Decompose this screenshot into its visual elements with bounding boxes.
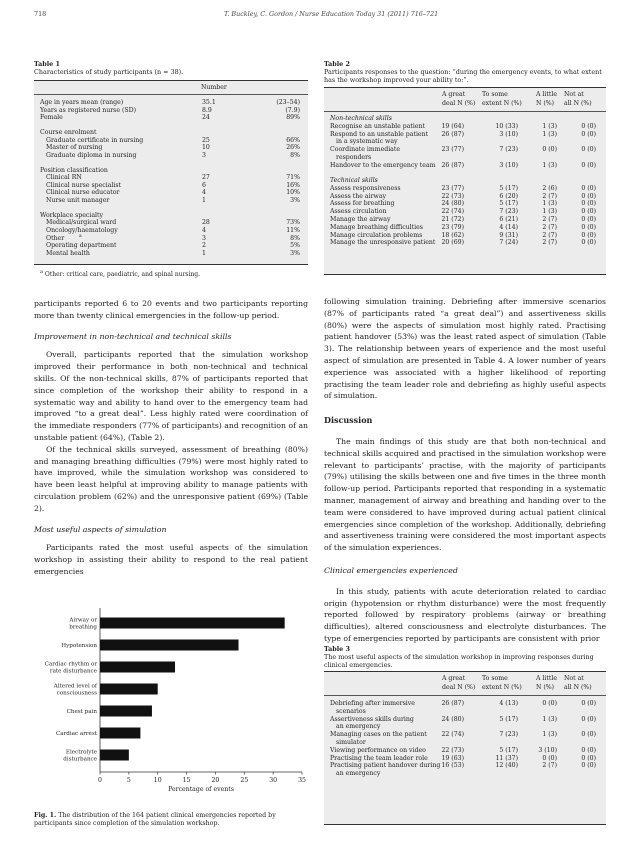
table2-cell: 0 (0) <box>581 200 596 208</box>
table1-row-extra: 73% <box>286 219 300 227</box>
x-tick-label: 0 <box>98 777 102 784</box>
table2-row-label: Assess responsiveness <box>330 184 401 192</box>
table1 <box>34 81 308 264</box>
table3-row-label-cont: scenarios <box>336 707 366 715</box>
table3-col3-subheader: N (%) <box>536 684 555 691</box>
table1-row-value: 24 <box>202 114 210 122</box>
left-paragraph-2: Overall, participants reported that the simulation workshop improved their performance in both non-technical and technical skills. Of the non-technical skills, 87% of participants reported that since completion of the workshop their ability to respond in a systematic way and ability to hand over to the emergency team had improved “to a great deal”. Less highly rated were coordination of the immediate responders (77% of participants) and recognition of an unstable patient (64%), (Table 2). <box>34 350 308 442</box>
table2-cell: 18 (62) <box>441 231 464 239</box>
table1-row-label: Graduate diploma in nursing <box>46 151 137 159</box>
left-paragraph-4: Participants rated the most useful aspects of the simulation workshop in assisting their ability to respond to the real patient emergencies <box>34 543 308 576</box>
table1-row-extra: 3% <box>290 249 300 257</box>
x-tick-label: 5 <box>126 777 131 784</box>
table1-row-label: Graduate certificate in nursing <box>46 136 144 144</box>
table1-row-extra: 8% <box>290 234 300 242</box>
table2-cell: 2 (7) <box>542 239 557 247</box>
table2-cell: 7 (23) <box>499 208 518 216</box>
bar-category-label: Chest pain <box>66 709 97 715</box>
table2-bottom-rule <box>324 274 606 275</box>
table3-row-label-cont: an emergency <box>336 723 381 731</box>
x-tick-label: 15 <box>182 777 191 784</box>
table3-col3-header: A little <box>536 675 558 682</box>
table2-cell: 2 (7) <box>542 216 557 223</box>
left-text-column <box>34 298 308 578</box>
table2-cell: 4 (14) <box>499 223 518 231</box>
table3-cell: 19 (63) <box>441 754 464 762</box>
bar-category-label: Cardiac arrest <box>55 731 97 737</box>
table2-cell: 26 (87) <box>441 130 464 138</box>
table1-row-label: Clinical nurse specialist <box>46 181 122 189</box>
table1-row-label: Master of nursing <box>46 144 103 152</box>
bar-category-label: Electrolyte disturbance <box>63 749 97 763</box>
table2-caption <box>324 60 606 84</box>
table2 <box>324 88 606 274</box>
bar-5 <box>100 728 140 739</box>
table1-row-value: 1 <box>202 197 206 204</box>
x-tick-label: 20 <box>211 777 220 784</box>
table1-label: Table 1 <box>34 60 60 68</box>
table1-caption-text: Characteristics of study participants (n = 38). <box>34 68 184 76</box>
table2-cell: 5 (17) <box>499 200 518 208</box>
footnote-text: Other: critical care, paediatric, and spinal nursing. <box>44 271 201 278</box>
table2-cell: 0 (0) <box>581 231 596 239</box>
table3-row-label: Assertiveness skills during <box>330 715 414 723</box>
table1-row-label: Workplace specialty <box>40 211 103 219</box>
table2-row-label: Assess for breathing <box>330 200 395 208</box>
table3-cell: 0 (0) <box>542 700 557 707</box>
table2-row-label-cont: responders <box>336 154 372 161</box>
table3-col2-header: To some <box>482 675 508 682</box>
table2-cell: 19 (64) <box>441 122 464 130</box>
table3-cell: 0 (0) <box>581 715 596 723</box>
bar-3 <box>100 684 158 695</box>
table2-col2-subheader: extent N (%) <box>482 100 522 107</box>
table3-row-label: Viewing performance on video <box>330 746 426 754</box>
running-title: T. Buckley, C. Gordon / Nurse Education Today 31 (2011) 716–721 <box>224 10 439 18</box>
table1-row-label: Oncology/haematology <box>46 227 118 234</box>
table3-cell: 24 (80) <box>441 715 464 723</box>
table2-col4-subheader: all N (%) <box>564 100 592 107</box>
bar-category-label: Cardiac rhythm or rate disturbance <box>44 661 97 675</box>
table2-cell: 0 (0) <box>542 146 557 154</box>
table1-row-label: Clinical RN <box>46 174 82 182</box>
table1-row-value: 4 <box>202 189 206 197</box>
table2-cell: 0 (0) <box>581 184 596 192</box>
table2-group-technical: Technical skills <box>330 177 378 184</box>
left-paragraph-1: participants reported 6 to 20 events and two participants reporting more than twenty clinical emergencies in the follow-up period. <box>34 299 308 320</box>
table2-cell: 0 (0) <box>581 223 596 231</box>
figure-1-chart <box>34 600 308 810</box>
x-tick-label: 35 <box>298 777 306 784</box>
table2-row-label-cont: in a systematic way <box>336 138 398 146</box>
table2-col2-header: To some <box>482 91 508 98</box>
table2-cell: 2 (6) <box>542 184 557 192</box>
table1-bottom-rule <box>34 264 308 265</box>
table1-row-value: 28 <box>202 219 210 227</box>
table2-cell: 6 (20) <box>499 192 518 200</box>
table1-row-value: 6 <box>202 181 206 189</box>
table3-col4-subheader: all N (%) <box>564 684 592 691</box>
table3-cell: 12 (40) <box>495 762 518 770</box>
figure-caption-text: The distribution of the 164 patient clinical emergencies reported by participants since completion of the simulation workshop. <box>34 812 276 827</box>
table3-row-label-cont: an emergency <box>336 770 381 778</box>
table2-cell: 3 (10) <box>499 130 518 138</box>
table1-row-extra: 71% <box>286 174 300 182</box>
table2-row-label: Manage the unresponsive patient <box>330 239 436 247</box>
table3-cell: 26 (87) <box>441 700 464 707</box>
table1-row-extra: 11% <box>286 227 300 234</box>
right-text-column <box>324 296 606 645</box>
subheading-clinical-emergencies: Clinical emergencies experienced <box>324 565 458 575</box>
table1-row-label: Years as registered nurse (SD) <box>40 106 137 114</box>
table2-cell: 0 (0) <box>581 161 596 169</box>
table2-caption-text: Participants responses to the question: “during the emergency events, to what extent has the workshop improved your ability to:”. <box>324 68 602 84</box>
table2-cell: 0 (0) <box>581 130 596 138</box>
table2-cell: 0 (0) <box>581 146 596 154</box>
table1-row-extra: (23–54) <box>276 99 300 106</box>
table1-row-label: Mental health <box>46 249 90 257</box>
x-tick-label: 25 <box>240 777 249 784</box>
table1-row-value: 10 <box>202 144 210 152</box>
table1-row-label: Female <box>40 114 63 122</box>
table1-row-value: 4 <box>202 227 206 234</box>
table1-row-value: 27 <box>202 174 210 182</box>
bar-0 <box>100 618 285 629</box>
table2-cell: 0 (0) <box>581 122 596 130</box>
table2-row-label: Recognise an unstable patient <box>330 122 426 130</box>
table3 <box>324 672 606 824</box>
section-discussion: Discussion <box>324 415 373 426</box>
table3-row-label: Debriefing after immersive <box>330 700 415 707</box>
table1-row-extra: 10% <box>286 189 300 197</box>
table1-row-label: Operating department <box>46 242 117 250</box>
table2-cell: 2 (7) <box>542 192 557 200</box>
table3-cell: 0 (0) <box>581 762 596 770</box>
table1-row-label: Age in years mean (range) <box>40 99 124 106</box>
table3-cell: 1 (3) <box>542 715 557 723</box>
bar-category-label: Hypotension <box>61 643 97 649</box>
table3-col4-header: Not at <box>564 675 584 682</box>
subheading-useful-aspects: Most useful aspects of simulation <box>34 524 167 534</box>
table2-cell: 24 (80) <box>441 200 464 208</box>
table2-row-label: Assess circulation <box>330 208 387 216</box>
table3-cell: 0 (0) <box>542 754 557 762</box>
bar-category-label: Airway or breathing <box>69 617 97 631</box>
table1-row-extra: 66% <box>286 136 300 144</box>
bar-2 <box>100 662 175 673</box>
table3-cell: 11 (37) <box>495 754 518 762</box>
table1-caption <box>34 60 308 76</box>
table2-cell: 2 (7) <box>542 231 557 239</box>
table2-cell: 21 (72) <box>441 216 464 223</box>
table1-row-label: Nurse unit manager <box>46 197 110 204</box>
table3-col2-subheader: extent N (%) <box>482 684 522 691</box>
table2-row-label: Manage circulation problems <box>330 231 423 239</box>
right-paragraph-3: In this study, patients with acute deterioration related to cardiac origin (hypotension or rhythm disturbance) were the most frequently reported followed by respiratory problems (airway or breathing difficulties), altered consciousness and electrolyte disturbances. The type of emergencies reported by participants are consistent with prior <box>324 586 606 643</box>
table3-cell: 0 (0) <box>581 754 596 762</box>
table2-cell: 5 (17) <box>499 184 518 192</box>
table2-cell: 3 (10) <box>499 161 518 169</box>
table1-row-value: 8.9 <box>202 106 212 114</box>
bar-4 <box>100 706 152 717</box>
table1-row-value: 35.1 <box>202 99 216 106</box>
table1-header-rule <box>34 94 308 95</box>
table1-row-value: 3 <box>202 234 206 242</box>
table2-cell: 20 (69) <box>441 239 464 247</box>
table2-cell: 23 (79) <box>441 223 464 231</box>
table3-cell: 7 (23) <box>499 731 518 739</box>
table3-cell: 16 (53) <box>441 762 464 770</box>
table3-cell: 3 (10) <box>538 746 557 754</box>
table3-cell: 22 (74) <box>441 731 464 739</box>
table2-col3-header: A little <box>536 91 558 98</box>
table2-cell: 6 (21) <box>499 216 518 223</box>
table2-cell: 10 (33) <box>495 122 518 130</box>
table3-row-label: Practising patient handover during <box>330 762 441 770</box>
table3-col1-header: A great <box>442 675 466 682</box>
table2-cell: 23 (77) <box>441 184 464 192</box>
bar-1 <box>100 640 239 651</box>
table2-cell: 7 (24) <box>499 239 518 247</box>
x-axis-label: Percentage of events <box>168 786 234 793</box>
table2-cell: 0 (0) <box>581 208 596 216</box>
table2-cell: 1 (3) <box>542 161 557 169</box>
table2-cell: 2 (7) <box>542 223 557 231</box>
table3-cell: 0 (0) <box>581 731 596 739</box>
subheading-improvement: Improvement in non-technical and technical skills <box>34 331 232 341</box>
table1-row-label: Other <box>46 234 65 242</box>
table2-col4-header: Not at <box>564 91 584 98</box>
table2-cell: 1 (3) <box>542 130 557 138</box>
table1-row-label: Position classification <box>40 166 108 174</box>
table1-row-value: 3 <box>202 151 206 159</box>
table2-cell: 1 (3) <box>542 208 557 216</box>
table2-row-label: Coordinate immediate <box>330 146 401 154</box>
table1-row-extra: (7.9) <box>285 106 300 114</box>
table2-cell: 22 (73) <box>441 192 464 200</box>
right-paragraph-1: following simulation training. Debriefing after immersive scenarios (87% of participants rated “a great deal”) and assertiveness skills (80%) were the aspects of simulation most highly rated. Practising patient handover (53%) was the least rated aspect of simulation (Table 3). The relationship between years of experience and the most useful aspect of simulation are presented in Table 4. A lower number of years experience was associated with a higher likelihood of reporting practising the team leader role and debriefing as highly useful aspects of simulation. <box>324 297 606 401</box>
table1-row-extra: 89% <box>286 114 300 122</box>
table1-row-label: Medical/surgical ward <box>46 219 117 227</box>
table3-bottom-rule <box>324 824 606 825</box>
table1-row-value: 2 <box>202 242 206 250</box>
table2-row-label: Manage the airway <box>330 216 391 223</box>
table2-cell: 0 (0) <box>581 192 596 200</box>
table2-row-label: Respond to an unstable patient <box>330 130 429 138</box>
table2-col1-subheader: deal N (%) <box>442 100 476 107</box>
table1-row-extra: 5% <box>290 242 300 250</box>
table3-cell: 1 (3) <box>542 731 557 739</box>
table3-cell: 5 (17) <box>499 746 518 754</box>
bar-6 <box>100 750 129 761</box>
table2-label: Table 2 <box>324 60 350 68</box>
table3-caption-text: The most useful aspects of the simulation workshop in improving responses during clinical emergencies. <box>324 653 594 669</box>
table3-cell: 0 (0) <box>581 746 596 754</box>
table3-row-label: Managing cases on the patient <box>330 731 427 739</box>
table2-cell: 0 (0) <box>581 239 596 247</box>
footnote-mark: a <box>40 269 43 275</box>
table2-header-rule <box>324 111 606 112</box>
table1-row-label: Course enrolment <box>40 129 97 136</box>
table1-row-extra: 16% <box>286 181 300 189</box>
table2-group-nontechnical: Non-technical skills <box>330 115 392 122</box>
table2-cell: 1 (3) <box>542 200 557 208</box>
table3-row-label: Practising the team leader role <box>330 754 428 762</box>
table2-cell: 23 (77) <box>441 146 464 154</box>
page-number: 718 <box>34 10 47 18</box>
table1-row-extra: 26% <box>286 144 300 152</box>
table1-footnote-ref: a <box>79 233 82 239</box>
table2-cell: 22 (74) <box>441 208 464 216</box>
table1-row-extra: 3% <box>290 197 300 204</box>
table3-cell: 5 (17) <box>499 715 518 723</box>
table1-row-value: 25 <box>202 136 210 144</box>
table2-cell: 1 (3) <box>542 122 557 130</box>
table1-row-label: Clinical nurse educator <box>46 189 120 197</box>
table1-row-extra: 8% <box>290 151 300 159</box>
table2-cell: 0 (0) <box>581 216 596 223</box>
table3-label: Table 3 <box>324 645 350 653</box>
table2-row-label: Handover to the emergency team <box>330 161 436 169</box>
right-paragraph-2: The main findings of this study are that both non-technical and technical skills acquired and practised in the simulation workshop were relevant to participants’ practise, with the majority of participants (79%) utilising the skills between one and five times in the three month follow-up period. Participants reported that responding in a systematic manner, management of airway and breathing and handing over to the team were considered to have improved during actual patient clinical emergencies since completion of the workshop. Additionally, debriefing and assertiveness training were considered the most important aspects of the simulation experiences. <box>324 436 606 553</box>
table3-row-label-cont: simulator <box>336 739 366 746</box>
table3-col1-subheader: deal N (%) <box>442 684 476 691</box>
table2-col1-header: A great <box>442 91 466 98</box>
table2-row-label: Manage breathing difficulties <box>330 223 423 231</box>
table2-cell: 26 (87) <box>441 161 464 169</box>
table3-cell: 22 (73) <box>441 746 464 754</box>
table1-col-header: Number <box>201 84 227 91</box>
table3-cell: 0 (0) <box>581 700 596 707</box>
x-tick-label: 30 <box>269 777 278 784</box>
table3-caption <box>324 645 606 669</box>
table1-row-value: 1 <box>202 249 206 257</box>
left-paragraph-3: Of the technical skills surveyed, assessment of breathing (80%) and managing breathing difficulties (79%) were most highly rated to have improved, while the simulation workshop was considered to have been least helpful at improving ability to manage patients with circulation problem (62%) and the unresponsive patient (69%) (Table 2). <box>34 444 308 513</box>
table2-cell: 7 (23) <box>499 146 518 154</box>
table3-header-rule <box>324 695 606 696</box>
table3-cell: 2 (7) <box>542 762 557 770</box>
table2-cell: 9 (31) <box>499 231 518 239</box>
table2-col3-subheader: N (%) <box>536 100 555 107</box>
bar-category-label: Altered level of consciousness <box>53 683 97 697</box>
figure-label: Fig. 1. <box>34 812 57 819</box>
figure-1-caption <box>34 812 308 828</box>
x-tick-label: 10 <box>153 777 162 784</box>
table3-cell: 4 (13) <box>499 700 518 707</box>
table2-row-label: Assess the airway <box>330 192 387 200</box>
table1-footnote <box>40 269 200 278</box>
